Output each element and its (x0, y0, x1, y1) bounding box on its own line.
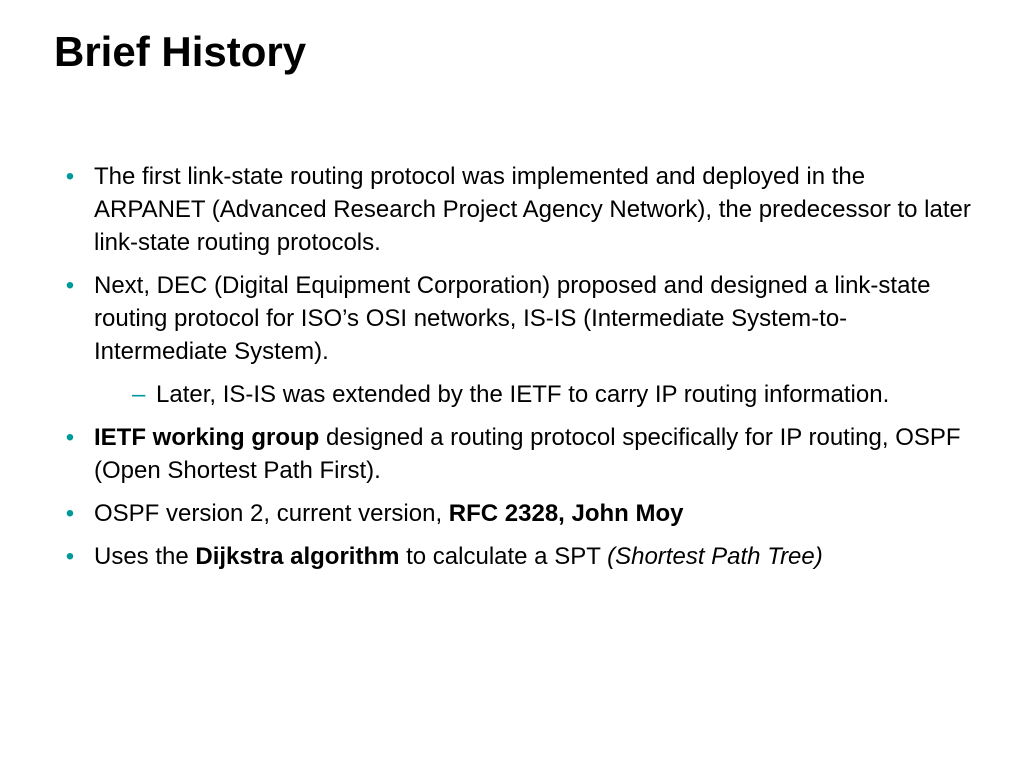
plain-text: OSPF version 2, current version, (94, 500, 449, 527)
bullet-marker: • (65, 543, 75, 570)
italic-text: (Shortest Path Tree) (607, 543, 823, 570)
plain-text: to calculate a SPT (399, 543, 608, 570)
bullet-marker: • (65, 272, 75, 299)
dash-marker: – (132, 381, 146, 408)
plain-text: Uses the (94, 543, 196, 570)
slide-title: Brief History (54, 28, 307, 75)
sub-bullet-isis-ietf (60, 378, 980, 411)
plain-text: designed a routing protocol specifically for IP routing, OSPF (Open Shortest Path First). (94, 424, 961, 484)
sub-bullet-text: Later, IS-IS was extended by the IETF to carry IP routing information. (156, 381, 890, 408)
bullet-dijkstra (60, 540, 980, 573)
bullet-text: Next, DEC (Digital Equipment Corporation) proposed and designed a link-state routing protocol for ISO’s OSI networks, IS-IS (Intermediate System-to-Intermediate System). (94, 272, 931, 365)
bullet-ospf-version (60, 497, 980, 530)
bullet-dec (60, 269, 980, 368)
bold-text: RFC 2328, John Moy (448, 500, 684, 527)
bold-text: IETF working group (94, 424, 320, 451)
bold-text: Dijkstra algorithm (195, 543, 400, 570)
bullet-text: The first link-state routing protocol was implemented and deployed in the ARPANET (Advanced Research Project Agency Network), the predecessor to later link-state routing protocols. (94, 163, 971, 256)
bullet-list (60, 160, 980, 583)
bullet-ietf-working-group (60, 421, 980, 487)
bullet-text (94, 543, 823, 570)
bullet-arpanet (60, 160, 980, 259)
bullet-text (94, 424, 961, 484)
bullet-text (94, 500, 684, 527)
bullet-marker: • (65, 500, 75, 527)
bullet-marker: • (65, 424, 75, 451)
bullet-marker: • (65, 163, 75, 190)
